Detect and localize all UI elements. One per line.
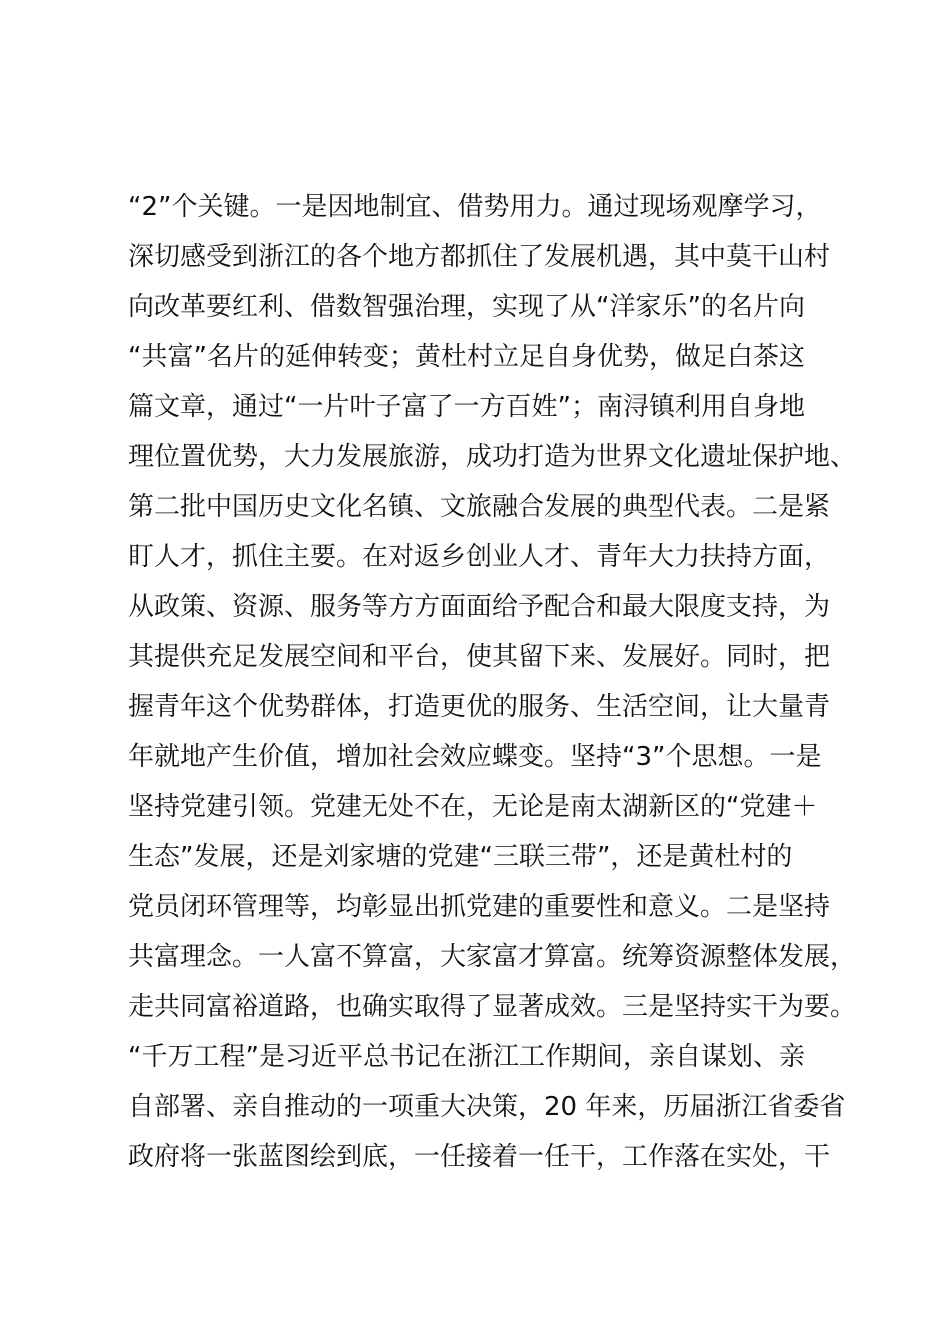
text-line: 生态”发展，还是刘家塘的党建“三联三带”，还是黄杜村的 [128,842,793,872]
text-line: 篇文章，通过“一片叶子富了一方百姓”；南浔镇利用自身地 [128,392,805,422]
text-line: 深切感受到浙江的各个地方都抓住了发展机遇，其中莫干山村 [128,242,831,272]
text-line: 其提供充足发展空间和平台，使其留下来、发展好。同时，把 [128,642,831,672]
text-line: 自部署、亲自推动的一项重大决策，20 年来，历届浙江省委省 [128,1092,846,1122]
text-line: 向改革要红利、借数智强治理，实现了从“洋家乐”的名片向 [128,292,805,322]
text-line: “共富”名片的延伸转变；黄杜村立足自身优势，做足白茶这 [128,342,805,372]
text-line: “千万工程”是习近平总书记在浙江工作期间，亲自谋划、亲 [128,1042,805,1072]
text-line: 第二批中国历史文化名镇、文旅融合发展的典型代表。二是紧 [128,492,831,522]
text-line: 理位置优势，大力发展旅游，成功打造为世界文化遗址保护地、 [128,442,857,472]
text-line: 政府将一张蓝图绘到底，一任接着一任干，工作落在实处，干 [128,1142,831,1172]
text-line: 共富理念。一人富不算富，大家富才算富。统筹资源整体发展， [128,942,857,972]
text-line: 盯人才，抓住主要。在对返乡创业人才、青年大力扶持方面， [128,542,831,572]
text-line: 握青年这个优势群体，打造更优的服务、生活空间，让大量青 [128,692,831,722]
text-line: 年就地产生价值，增加社会效应蝶变。坚持“3”个思想。一是 [128,742,822,772]
body-paragraph [128,182,868,1182]
text-line: 坚持党建引领。党建无处不在，无论是南太湖新区的“党建＋ [128,792,818,822]
text-line: “2”个关键。一是因地制宜、借势用力。通过现场观摩学习， [128,192,822,222]
text-line: 走共同富裕道路，也确实取得了显著成效。三是坚持实干为要。 [128,992,857,1022]
text-line: 党员闭环管理等，均彰显出抓党建的重要性和意义。二是坚持 [128,892,831,922]
text-line: 从政策、资源、服务等方方面面给予配合和最大限度支持，为 [128,592,831,622]
